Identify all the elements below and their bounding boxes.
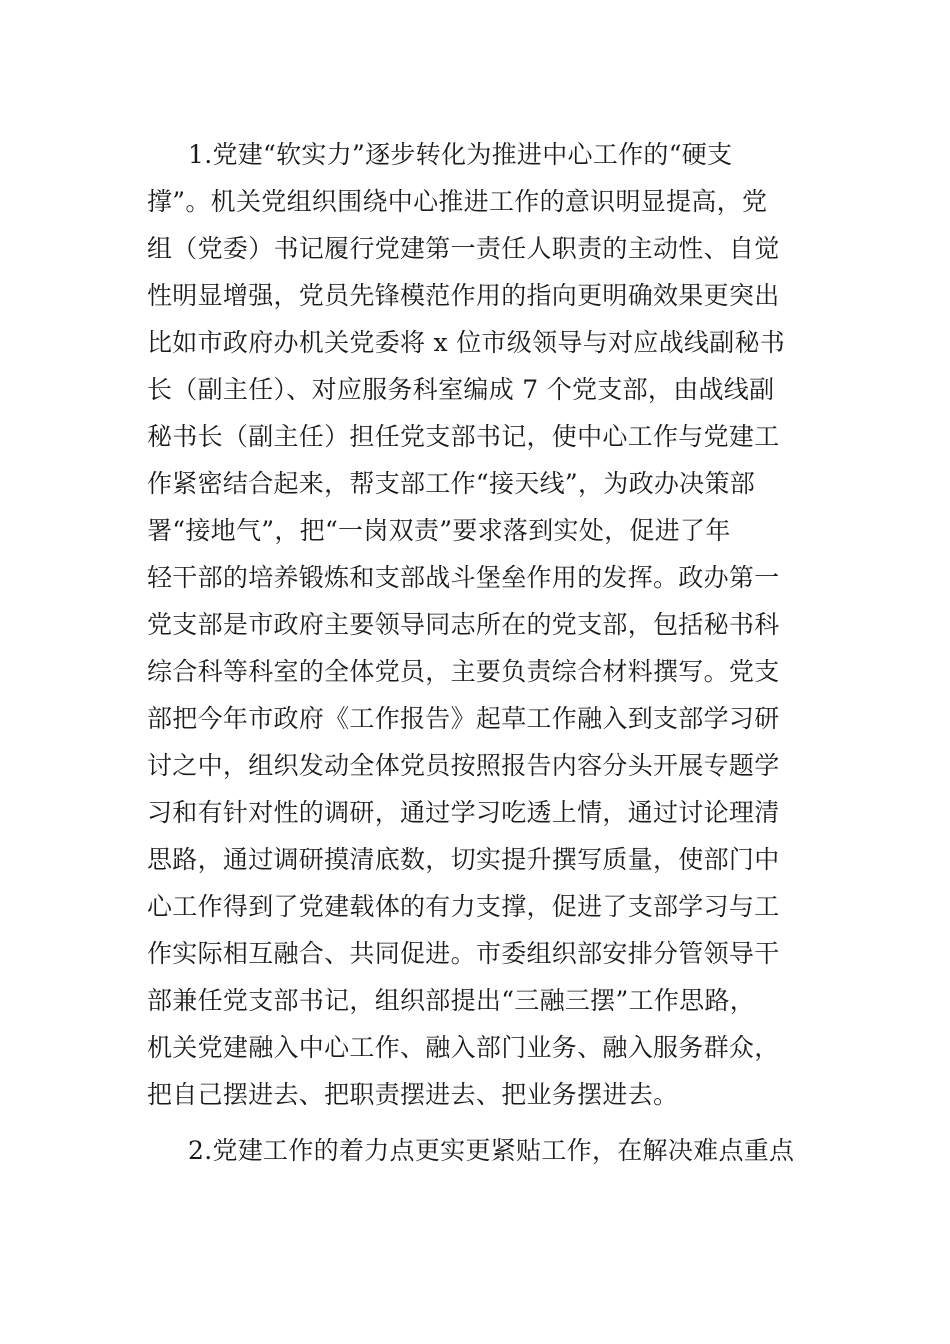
paragraph-1-line-18: 作实际相互融合、共同促进。市委组织部安排分管领导干	[147, 939, 780, 968]
paragraph-1-line-9: 署“接地气”，把“一岗双责”要求落到实处，促进了年	[147, 516, 731, 545]
paragraph-1-line-16: 思路，通过调研摸清底数，切实提升撰写质量，使部门中	[147, 845, 780, 874]
paragraph-1-line-4: 性明显增强，党员先锋模范作用的指向更明确效果更突出	[147, 281, 780, 310]
paragraph-1-line-3: 组（党委）书记履行党建第一责任人职责的主动性、自觉	[147, 234, 780, 263]
paragraph-2-line-1: 2.党建工作的着力点更实更紧贴工作，在解决难点重点	[188, 1136, 795, 1165]
paragraph-1-line-11: 党支部是市政府主要领导同志所在的党支部，包括秘书科	[147, 610, 780, 639]
paragraph-1-line-1: 1.党建“软实力”逐步转化为推进中心工作的“硬支	[188, 140, 733, 169]
paragraph-1-line-14: 讨之中，组织发动全体党员按照报告内容分头开展专题学	[147, 751, 780, 780]
paragraph-1-line-6: 长（副主任）、对应服务科室编成 7 个党支部，由战线副	[147, 375, 775, 404]
paragraph-1-line-7: 秘书长（副主任）担任党支部书记，使中心工作与党建工	[147, 422, 780, 451]
paragraph-1-line-8: 作紧密结合起来，帮支部工作“接天线”，为政办决策部	[147, 469, 756, 498]
paragraph-1-line-10: 轻干部的培养锻炼和支部战斗堡垒作用的发挥。政办第一	[147, 563, 780, 592]
paragraph-1-line-19: 部兼任党支部书记，组织部提出“三融三摆”工作思路，	[147, 986, 756, 1015]
paragraph-1-line-20: 机关党建融入中心工作、融入部门业务、融入服务群众，	[147, 1033, 780, 1062]
paragraph-1-line-15: 习和有针对性的调研，通过学习吃透上情，通过讨论理清	[147, 798, 780, 827]
paragraph-1-line-2: 撑”。机关党组织围绕中心推进工作的意识明显提高，党	[147, 187, 768, 216]
paragraph-1-line-17: 心工作得到了党建载体的有力支撑，促进了支部学习与工	[147, 892, 780, 921]
paragraph-1-line-13: 部把今年市政府《工作报告》起草工作融入到支部学习研	[147, 704, 780, 733]
paragraph-1-line-21: 把自己摆进去、把职责摆进去、把业务摆进去。	[147, 1080, 679, 1109]
paragraph-1-line-12: 综合科等科室的全体党员，主要负责综合材料撰写。党支	[147, 657, 780, 686]
paragraph-1-line-5: 比如市政府办机关党委将 x 位市级领导与对应战线副秘书	[147, 328, 786, 357]
